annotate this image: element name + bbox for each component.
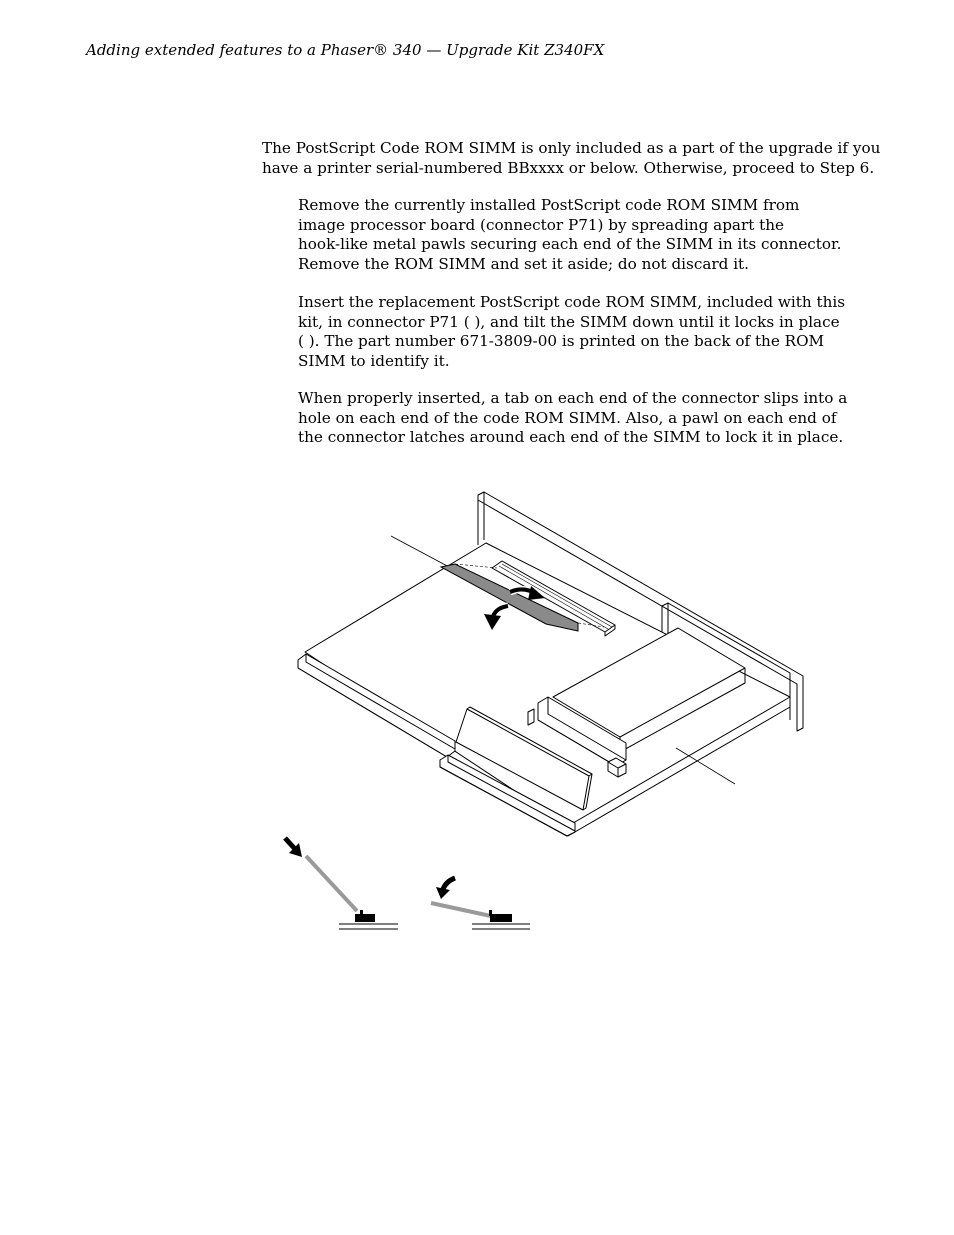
text-line: Remove the ROM SIMM and set it aside; do not discard it.: [298, 254, 749, 273]
text-line: hook-like metal pawls securing each end of the SIMM in its connector.: [298, 235, 842, 254]
text-line: kit, in connector P71 ( ), and tilt the SIMM down until it locks in place: [298, 312, 840, 331]
detail-tilt-lock: [431, 878, 530, 929]
board-callout-line: [676, 748, 735, 784]
text-line: hole on each end of the code ROM SIMM. Also, a pawl on each end of: [298, 408, 837, 427]
text-line: When properly inserted, a tab on each end of the connector slips into a: [298, 389, 848, 407]
insert-arrow-icon: [285, 838, 302, 857]
text-line: ( ). The part number 671-3809-00 is printed on the back of the ROM: [298, 332, 825, 351]
detail-insert-angle: [285, 838, 398, 929]
text-line: have a printer serial-numbered BBxxxx or below. Otherwise, proceed to Step 6.: [262, 159, 875, 177]
text-line: image processor board (connector P71) by spreading apart the: [298, 215, 785, 234]
text-line: SIMM to identify it.: [298, 351, 450, 370]
text-line: Insert the replacement PostScript code ROM SIMM, included with this: [298, 293, 846, 311]
text-line: The PostScript Code ROM SIMM is only included as a part of the upgrade if you: [262, 139, 881, 157]
text-line: the connector latches around each end of the SIMM to lock it in place.: [298, 428, 844, 447]
running-header: Adding extended features to a Phaser® 340 — Upgrade Kit Z340FX: [86, 41, 605, 59]
tilt-arrow-icon: [436, 878, 455, 899]
text-line: Remove the currently installed PostScript code ROM SIMM from: [298, 196, 800, 214]
